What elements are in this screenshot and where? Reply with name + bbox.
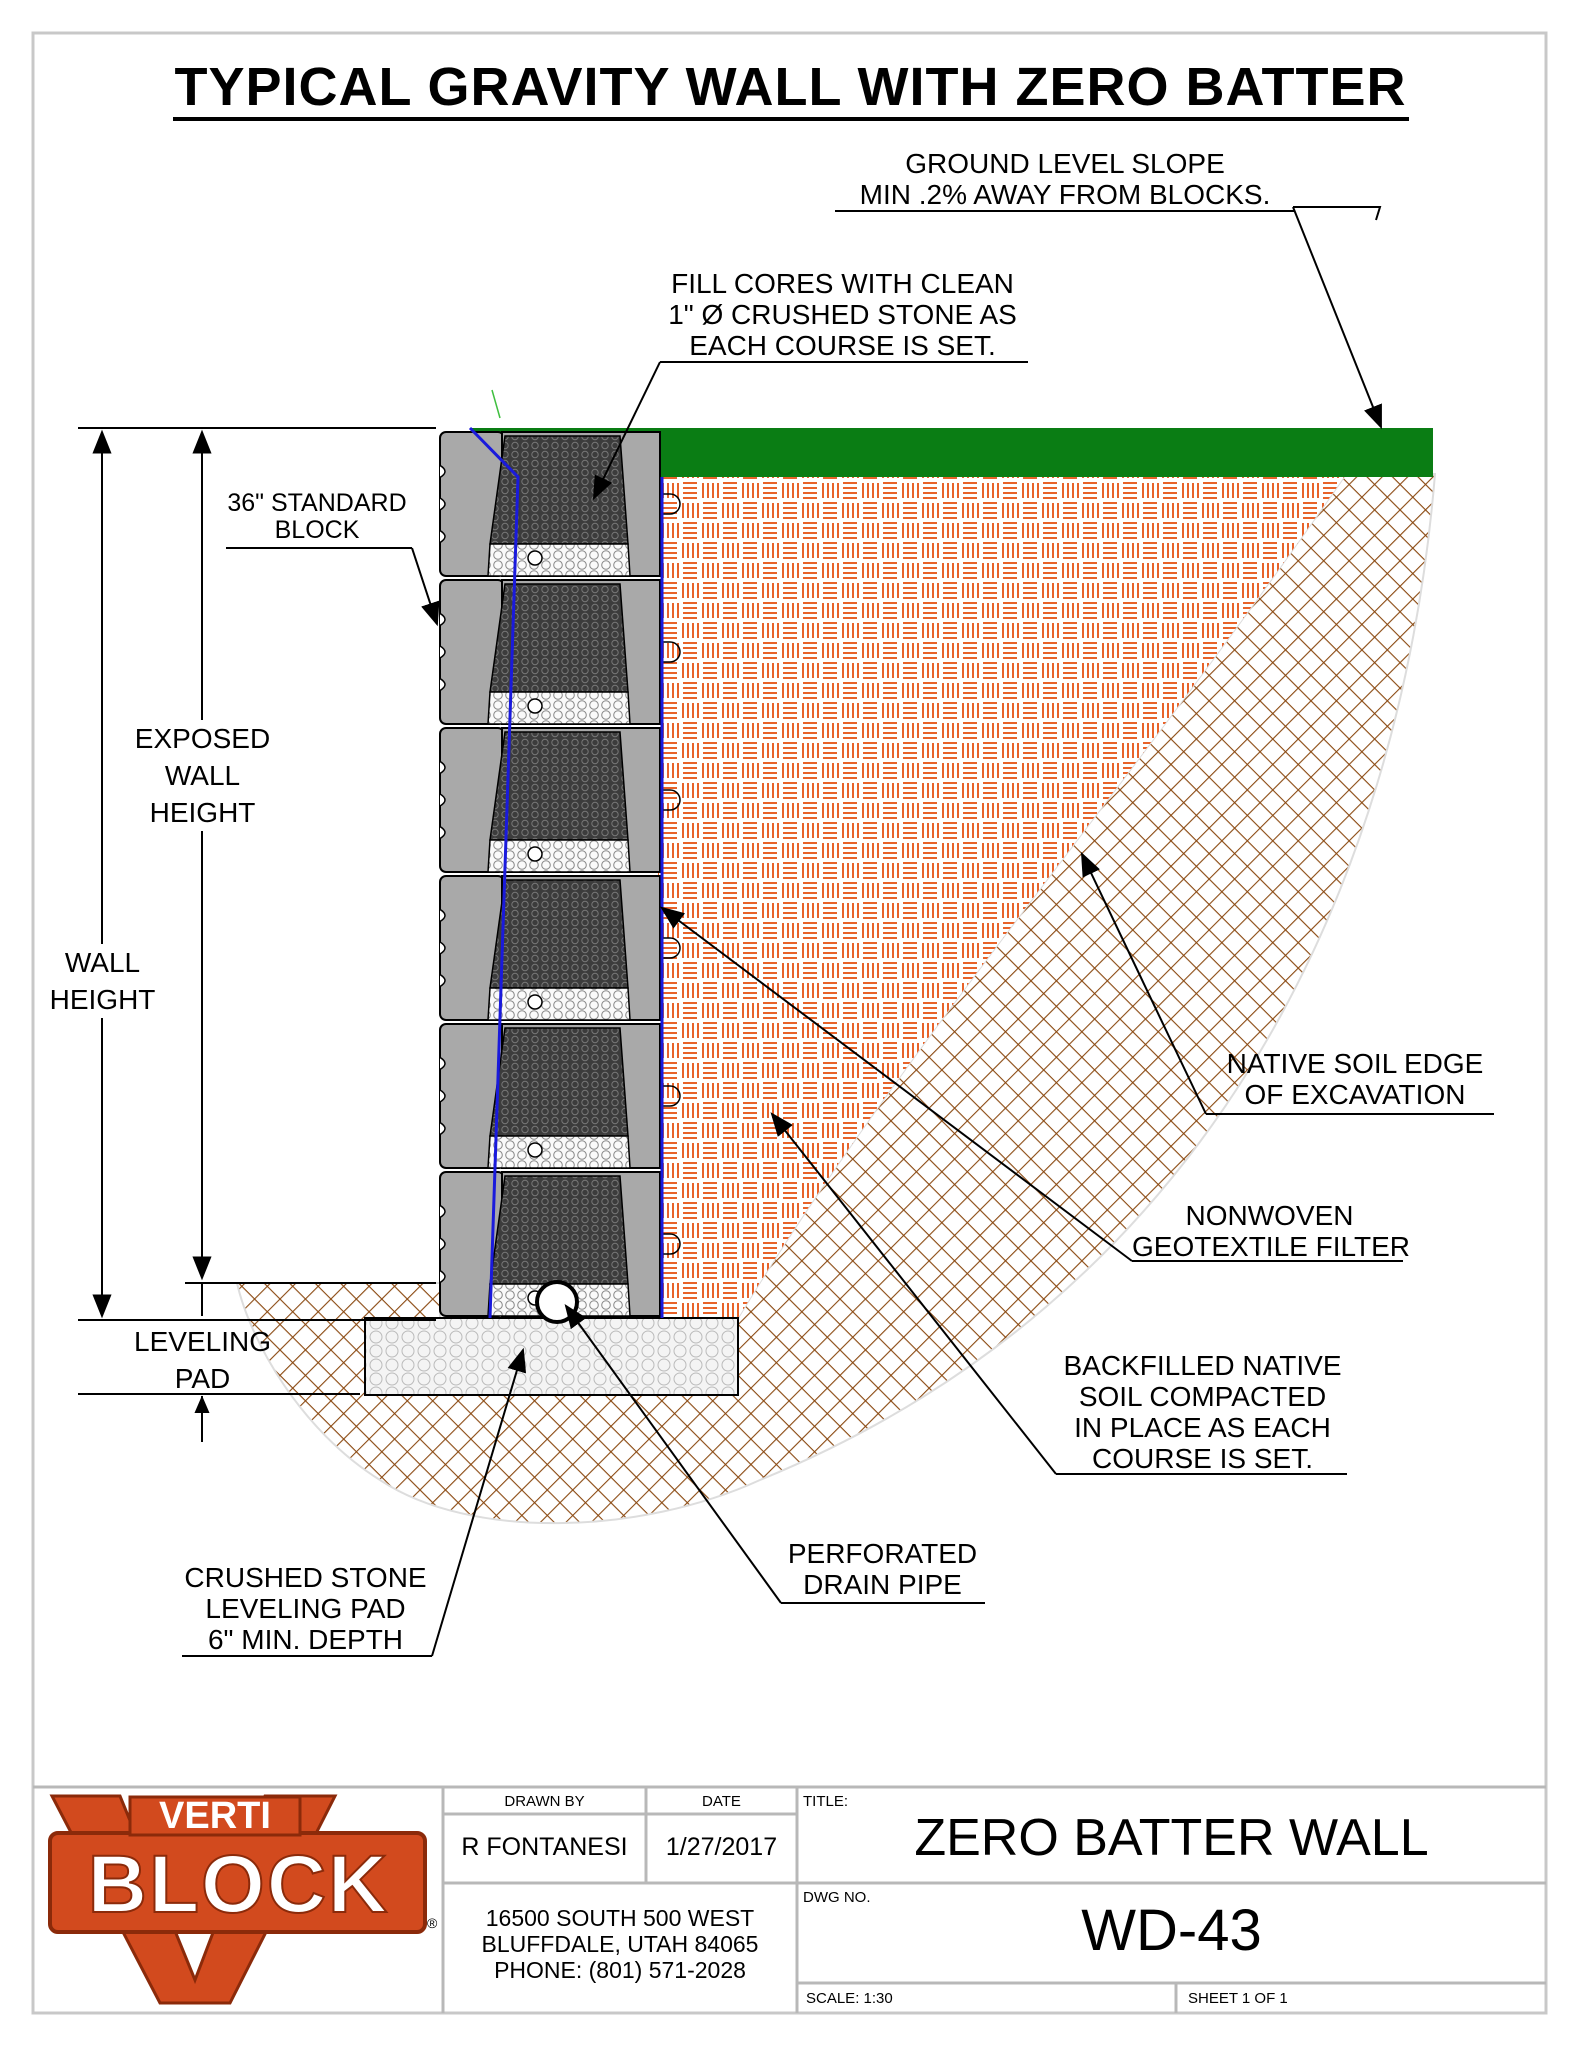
- block-core: [490, 732, 628, 840]
- scale-text: SCALE: 1:30: [806, 1990, 893, 2007]
- stone-band: [488, 988, 630, 1020]
- drain-pipe-circle: [537, 1282, 577, 1322]
- drawing-title: ZERO BATTER WALL: [914, 1809, 1429, 1867]
- stone-band: [488, 840, 630, 872]
- drawn-by-value: R FONTANESI: [461, 1833, 628, 1861]
- fill-cores-label: FILL CORES WITH CLEAN 1" Ø CRUSHED STONE AS EACH COURSE IS SET.: [668, 268, 1017, 361]
- date-value: 1/27/2017: [665, 1833, 778, 1861]
- block-core: [490, 1028, 628, 1136]
- block-pin: [528, 847, 542, 861]
- backfill-label: BACKFILLED NATIVE SOIL COMPACTED IN PLACE AS EACH COURSE IS SET.: [1063, 1350, 1342, 1474]
- dwg-no-value: WD-43: [1081, 1898, 1262, 1963]
- ground-slope-label: GROUND LEVEL SLOPE MIN .2% AWAY FROM BLOCKS.: [835, 148, 1295, 212]
- dwg-no-label: DWG NO.: [803, 1889, 871, 1906]
- standard-block-label: 36" STANDARD BLOCK: [227, 489, 407, 544]
- exposed-height-label: EXPOSED WALL HEIGHT: [120, 720, 285, 831]
- block-pin: [528, 1143, 542, 1157]
- block-core: [490, 880, 628, 988]
- green-tick: [492, 390, 500, 418]
- block-core: [490, 436, 628, 544]
- crushed-pad-label: CRUSHED STONE LEVELING PAD 6" MIN. DEPTH: [184, 1562, 427, 1655]
- drawn-by-label: DRAWN BY: [504, 1793, 585, 1810]
- date-label: DATE: [702, 1793, 741, 1810]
- sheet-text: SHEET 1 OF 1: [1188, 1990, 1288, 2007]
- block-core: [490, 1176, 628, 1284]
- company-address: 16500 SOUTH 500 WEST BLUFFDALE, UTAH 84065 PHONE: (801) 571-2028: [481, 1905, 759, 1983]
- geotextile-label: NONWOVEN GEOTEXTILE FILTER: [1132, 1200, 1410, 1262]
- page-title: TYPICAL GRAVITY WALL WITH ZERO BATTER: [0, 56, 1581, 118]
- stone-band: [488, 1136, 630, 1168]
- title-field-label: TITLE:: [803, 1793, 849, 1810]
- block-pin: [528, 699, 542, 713]
- block-pin: [528, 995, 542, 1009]
- stone-band: [488, 544, 630, 576]
- logo-registered-mark: ®: [427, 1915, 438, 1931]
- wall-height-label: WALL HEIGHT: [35, 944, 170, 1018]
- logo-top-text: VERTI: [159, 1795, 271, 1837]
- block-column: [440, 432, 680, 1316]
- logo-main-text: BLOCK: [87, 1839, 390, 1930]
- native-soil-edge-label: NATIVE SOIL EDGE OF EXCAVATION: [1226, 1048, 1484, 1110]
- drain-pipe-label: PERFORATED DRAIN PIPE: [787, 1538, 978, 1600]
- leveling-pad-label: LEVELING PAD: [134, 1326, 271, 1394]
- leveling-pad: [365, 1318, 738, 1395]
- block-pin: [528, 551, 542, 565]
